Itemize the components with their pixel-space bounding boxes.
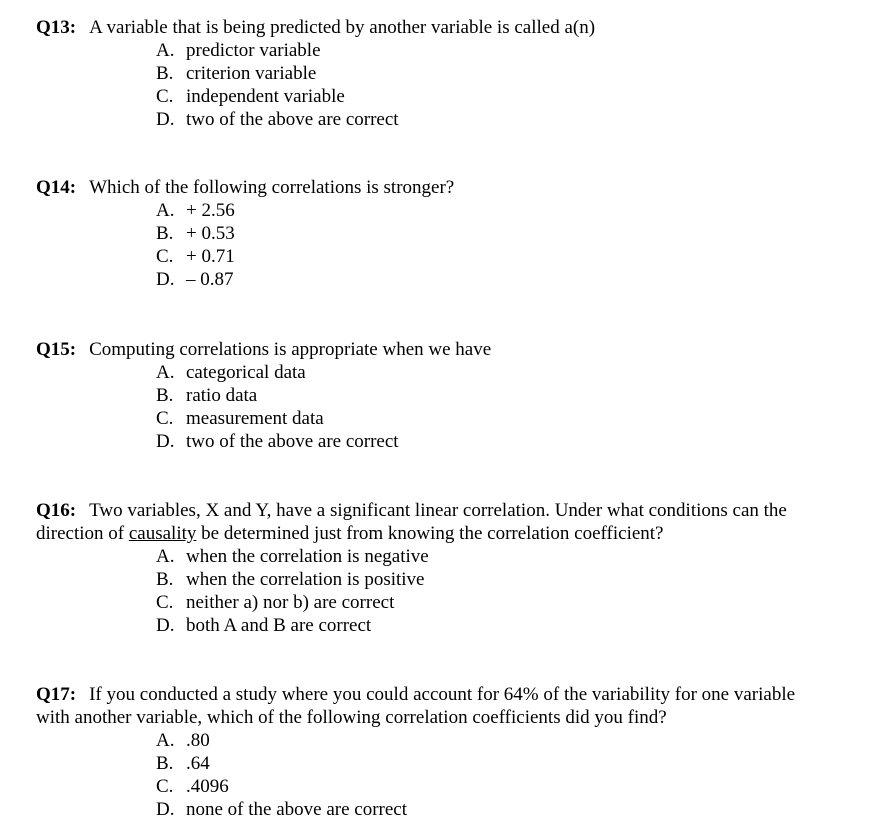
option-letter: C.	[156, 408, 174, 429]
option-letter: D.	[156, 615, 175, 636]
question-number: Q14:	[36, 177, 77, 198]
question-16	[36, 499, 826, 637]
option-text: two of the above are correct	[186, 109, 399, 130]
option-letter: A.	[156, 362, 175, 383]
question-stem	[36, 176, 826, 199]
option-a	[156, 545, 826, 568]
option-b	[156, 222, 826, 245]
option-letter: B.	[156, 223, 174, 244]
option-text: none of the above are correct	[186, 799, 408, 820]
option-text: + 0.53	[186, 223, 235, 244]
option-letter: D.	[156, 431, 175, 452]
option-text: independent variable	[186, 86, 345, 107]
option-text: neither a) nor b) are correct	[186, 592, 395, 613]
option-d	[156, 268, 826, 291]
question-17	[36, 683, 826, 821]
option-letter: B.	[156, 385, 174, 406]
option-b	[156, 752, 826, 775]
question-14	[36, 176, 826, 291]
option-c	[156, 245, 826, 268]
option-letter: B.	[156, 753, 174, 774]
option-c	[156, 775, 826, 798]
option-c	[156, 591, 826, 614]
option-a	[156, 199, 826, 222]
option-letter: A.	[156, 200, 175, 221]
option-text: both A and B are correct	[186, 615, 372, 636]
question-stem	[36, 338, 826, 361]
question-number: Q15:	[36, 339, 77, 360]
option-text: + 2.56	[186, 200, 235, 221]
question-13	[36, 16, 826, 131]
option-letter: A.	[156, 40, 175, 61]
option-d	[156, 108, 826, 131]
option-text: ratio data	[186, 385, 258, 406]
option-list	[36, 729, 826, 821]
option-text: .80	[186, 730, 210, 751]
option-text: measurement data	[186, 408, 324, 429]
option-d	[156, 798, 826, 821]
question-text: If you conducted a study where you could account for 64% of the variability for one variable with another variable, which of the following correlation coefficients did you find?	[36, 684, 796, 728]
option-letter: D.	[156, 799, 175, 820]
option-text: categorical data	[186, 362, 306, 383]
option-text: criterion variable	[186, 63, 317, 84]
option-list	[36, 545, 826, 637]
question-text-continued: be determined just from knowing the correlation coefficient?	[196, 523, 664, 544]
option-c	[156, 85, 826, 108]
option-text: .64	[186, 753, 210, 774]
option-letter: C.	[156, 592, 174, 613]
option-c	[156, 407, 826, 430]
question-number: Q13:	[36, 17, 77, 38]
question-stem	[36, 16, 826, 39]
question-stem	[36, 683, 826, 729]
option-letter: A.	[156, 546, 175, 567]
option-d	[156, 430, 826, 453]
option-text: + 0.71	[186, 246, 235, 267]
option-text: predictor variable	[186, 40, 321, 61]
option-list	[36, 199, 826, 291]
question-number: Q16:	[36, 500, 77, 521]
option-a	[156, 361, 826, 384]
option-text: – 0.87	[186, 269, 234, 290]
option-letter: B.	[156, 63, 174, 84]
option-d	[156, 614, 826, 637]
underlined-term: causality	[128, 523, 197, 544]
option-letter: C.	[156, 776, 174, 797]
option-text: when the correlation is positive	[186, 569, 425, 590]
option-a	[156, 39, 826, 62]
question-text: Two variables, X and Y, have a significant linear correlation. Under what conditions can the direction of	[36, 500, 787, 544]
option-text: .4096	[186, 776, 229, 797]
question-stem	[36, 499, 826, 545]
option-letter: C.	[156, 86, 174, 107]
question-text: Which of the following correlations is stronger?	[89, 177, 455, 198]
option-list	[36, 39, 826, 131]
option-b	[156, 384, 826, 407]
question-number: Q17:	[36, 684, 77, 705]
option-letter: D.	[156, 109, 175, 130]
option-letter: D.	[156, 269, 175, 290]
option-text: when the correlation is negative	[186, 546, 429, 567]
option-a	[156, 729, 826, 752]
option-letter: B.	[156, 569, 174, 590]
question-text: Computing correlations is appropriate when we have	[89, 339, 492, 360]
question-15	[36, 338, 826, 453]
option-list	[36, 361, 826, 453]
option-letter: A.	[156, 730, 175, 751]
option-b	[156, 568, 826, 591]
option-text: two of the above are correct	[186, 431, 399, 452]
option-b	[156, 62, 826, 85]
option-letter: C.	[156, 246, 174, 267]
question-text: A variable that is being predicted by another variable is called a(n)	[89, 17, 596, 38]
